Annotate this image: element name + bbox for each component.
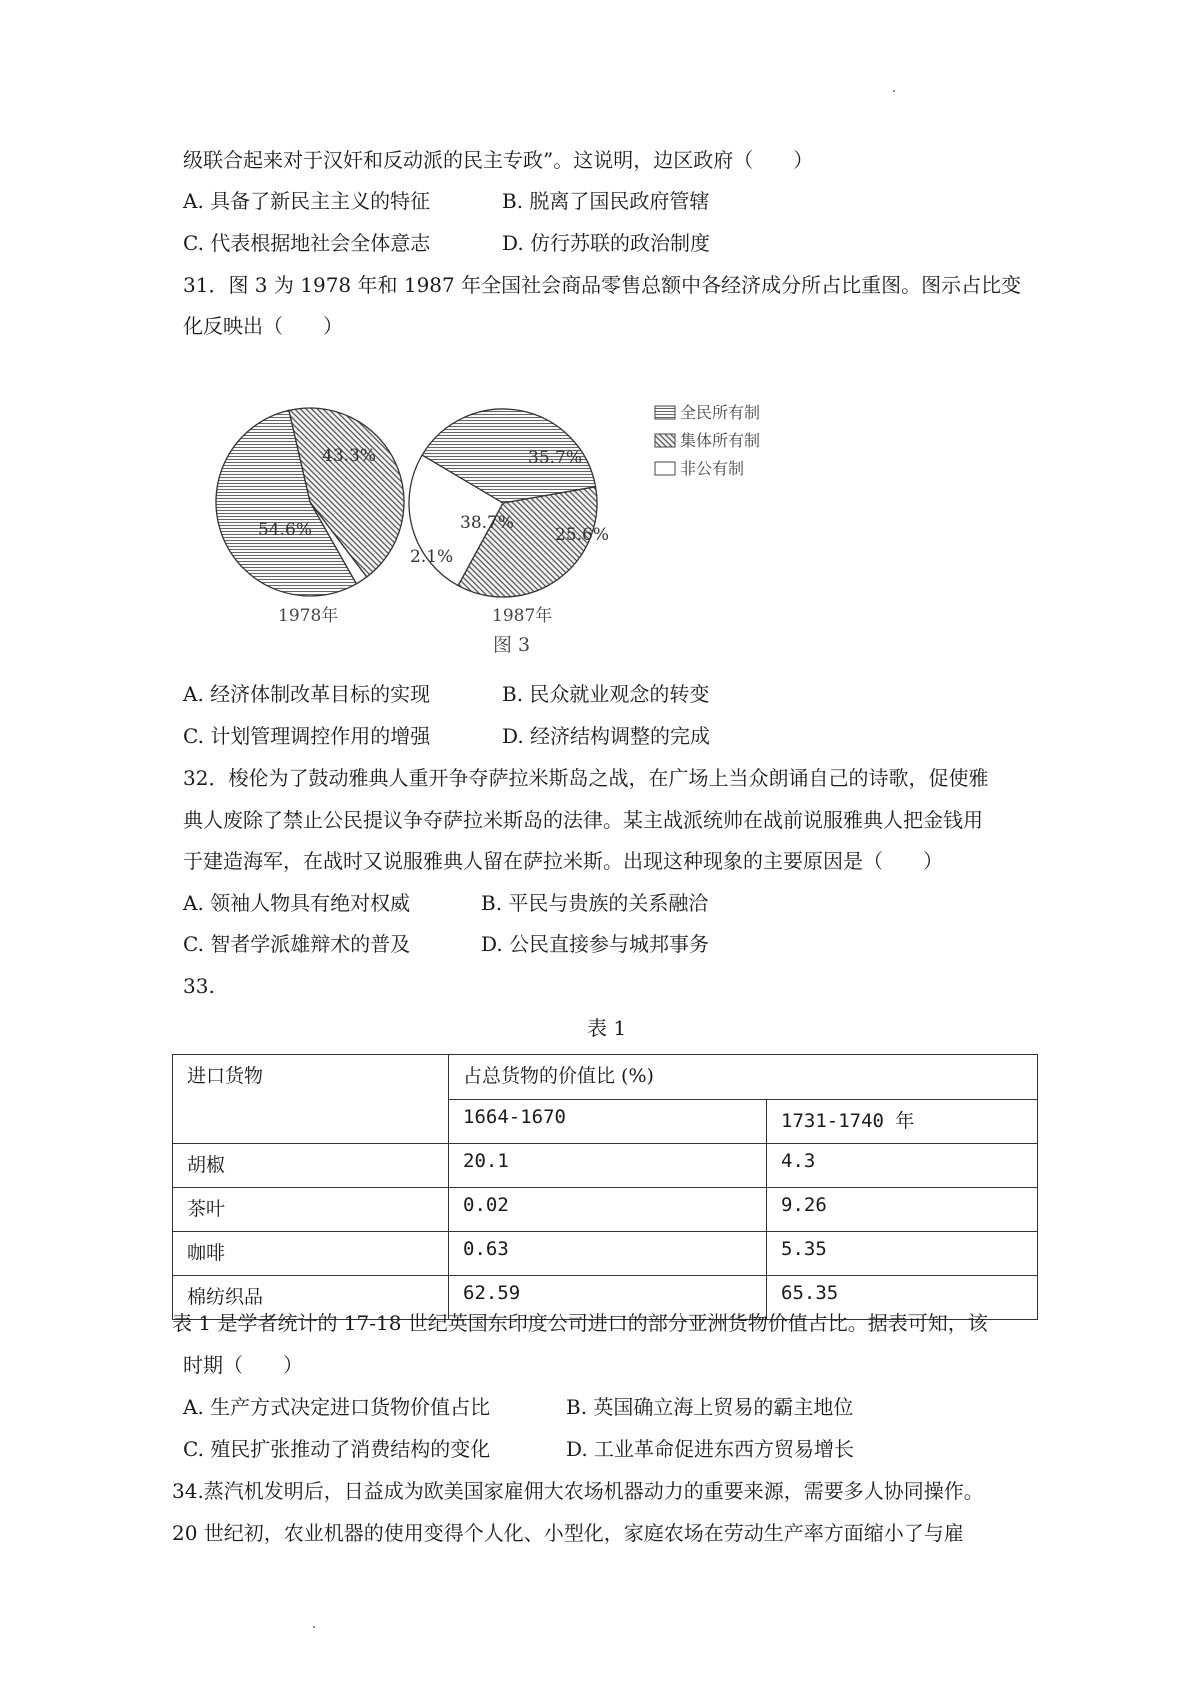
option-letter: C. xyxy=(183,1437,204,1461)
table-row xyxy=(173,1232,1038,1276)
option-text: 计划管理调控作用的增强 xyxy=(210,724,431,748)
q30-stem: 级联合起来对于汉奸和反动派的民主专政”。这说明，边区政府（ ） xyxy=(183,148,814,172)
option-letter: D. xyxy=(481,932,503,956)
option-text: 具备了新民主主义的特征 xyxy=(210,189,431,213)
q33-stem-line2: 时期（ ） xyxy=(183,1353,303,1377)
legend xyxy=(655,403,760,478)
q32-stem-line3: 于建造海军，在战时又说服雅典人留在萨拉米斯。出现这种现象的主要原因是（ ） xyxy=(183,849,943,873)
option-text: 殖民扩张推动了消费结构的变化 xyxy=(210,1437,491,1461)
scan-speck xyxy=(893,90,895,92)
option-letter: D. xyxy=(566,1437,588,1461)
table-row xyxy=(173,1144,1038,1188)
q34-stem-line1: 34.蒸汽机发明后，日益成为欧美国家雇佣大农场机器动力的重要来源，需要多人协同操作。 xyxy=(172,1479,984,1503)
row-item: 胡椒 xyxy=(173,1144,449,1188)
pie-1987-label-collective: 35.7% xyxy=(528,448,583,468)
row-value-2: 5.35 xyxy=(767,1232,1038,1276)
pie-1978-label-state: 54.6% xyxy=(258,520,313,540)
q33-option-d[interactable] xyxy=(566,1435,854,1463)
pie-1987-year: 1987年 xyxy=(492,606,553,626)
option-text: 公民直接参与城邦事务 xyxy=(509,932,710,956)
option-letter: B. xyxy=(481,891,503,915)
q30-option-d[interactable] xyxy=(502,229,710,257)
row-value-1: 62.59 xyxy=(449,1276,767,1320)
q33-stem-line1: 表 1 是学者统计的 17-18 世纪英国东印度公司进口的部分亚洲货物价值占比。据表可知，该 xyxy=(172,1311,988,1335)
legend-label-state: 全民所有制 xyxy=(680,403,761,422)
option-letter: D. xyxy=(502,724,524,748)
q32-stem-line1: 32．梭伦为了鼓动雅典人重开争夺萨拉米斯岛之战，在广场上当众朗诵自己的诗歌，促使雅 xyxy=(183,766,989,790)
q32-option-c[interactable] xyxy=(183,930,410,958)
row-value-2: 65.35 xyxy=(767,1276,1038,1320)
q31-option-a[interactable] xyxy=(183,680,430,708)
q32-stem-line2: 典人废除了禁止公民提议争夺萨拉米斯岛的法律。某主战派统帅在战前说服雅典人把金钱用 xyxy=(183,808,983,832)
option-text: 民众就业观念的转变 xyxy=(529,682,710,706)
q32-option-d[interactable] xyxy=(481,930,709,958)
option-letter: D. xyxy=(502,231,524,255)
q33-option-a[interactable] xyxy=(183,1393,490,1421)
option-letter: B. xyxy=(502,189,524,213)
period-2: 1731-1740 年 xyxy=(767,1099,1038,1144)
row-item: 茶叶 xyxy=(173,1188,449,1232)
option-letter: A. xyxy=(183,891,204,915)
option-letter: A. xyxy=(183,682,204,706)
option-letter: B. xyxy=(566,1395,588,1419)
row-value-2: 9.26 xyxy=(767,1188,1038,1232)
q32-option-a[interactable] xyxy=(183,889,410,917)
row-value-1: 0.02 xyxy=(449,1188,767,1232)
pie-1978-year: 1978年 xyxy=(278,606,339,626)
q30-option-a[interactable] xyxy=(183,187,430,215)
option-letter: A. xyxy=(183,1395,204,1419)
table-title: 表 1 xyxy=(587,1016,627,1040)
q31-option-d[interactable] xyxy=(502,722,710,750)
option-text: 经济结构调整的完成 xyxy=(530,724,711,748)
q33-option-b[interactable] xyxy=(566,1393,853,1421)
pie-1987-label-nonpublic: 25.6% xyxy=(555,525,610,545)
row-item: 棉纺织品 xyxy=(173,1276,449,1320)
period-1: 1664-1670 xyxy=(449,1099,767,1144)
q30-option-b[interactable] xyxy=(502,187,709,215)
q31-option-c[interactable] xyxy=(183,722,430,750)
legend-label-nonpublic: 非公有制 xyxy=(680,459,745,478)
row-value-1: 20.1 xyxy=(449,1144,767,1188)
q33-number: 33. xyxy=(183,974,215,998)
option-letter: B. xyxy=(502,682,524,706)
pie-1978-label-nonpublic: 2.1% xyxy=(410,547,454,567)
row-item: 咖啡 xyxy=(173,1232,449,1276)
option-text: 代表根据地社会全体意志 xyxy=(210,231,431,255)
option-text: 英国确立海上贸易的霸主地位 xyxy=(593,1395,854,1419)
legend-swatch-nonpublic xyxy=(655,462,675,475)
option-letter: A. xyxy=(183,189,204,213)
option-text: 平民与贵族的关系融洽 xyxy=(508,891,709,915)
option-text: 智者学派雄辩术的普及 xyxy=(210,932,411,956)
option-text: 经济体制改革目标的实现 xyxy=(210,682,431,706)
q32-option-b[interactable] xyxy=(481,889,708,917)
q31-stem-line2: 化反映出（ ） xyxy=(183,314,343,338)
option-letter: C. xyxy=(183,724,204,748)
pie-1978-label-collective: 43.3% xyxy=(322,446,377,466)
option-letter: C. xyxy=(183,231,204,255)
pie-figure xyxy=(210,395,810,670)
pie-1987 xyxy=(409,409,597,597)
pie-1987-label-state: 38.7% xyxy=(460,513,515,533)
option-text: 工业革命促进东西方贸易增长 xyxy=(594,1437,855,1461)
legend-label-collective: 集体所有制 xyxy=(680,431,761,450)
option-text: 领袖人物具有绝对权威 xyxy=(210,891,411,915)
option-text: 仿行苏联的政治制度 xyxy=(530,231,711,255)
table-header-row xyxy=(173,1055,1038,1100)
q33-option-c[interactable] xyxy=(183,1435,490,1463)
figure-caption: 图 3 xyxy=(493,634,531,656)
q34-stem-line2: 20 世纪初，农业机器的使用变得个人化、小型化，家庭农场在劳动生产率方面缩小了与雇 xyxy=(172,1521,964,1545)
option-text: 生产方式决定进口货物价值占比 xyxy=(210,1395,491,1419)
row-value-2: 4.3 xyxy=(767,1144,1038,1188)
q31-option-b[interactable] xyxy=(502,680,709,708)
table-row xyxy=(173,1188,1038,1232)
option-letter: C. xyxy=(183,932,204,956)
legend-swatch-state xyxy=(655,406,675,419)
header-goods: 进口货物 xyxy=(173,1055,449,1144)
legend-swatch-collective xyxy=(655,434,675,447)
option-text: 脱离了国民政府管辖 xyxy=(529,189,710,213)
q30-option-c[interactable] xyxy=(183,229,430,257)
scan-speck xyxy=(313,1626,315,1628)
q31-stem-line1: 31．图 3 为 1978 年和 1987 年全国社会商品零售总额中各经济成分所占比重图。图示占比变 xyxy=(183,273,1022,297)
header-value-ratio: 占总货物的价值比 (%) xyxy=(449,1055,1038,1100)
row-value-1: 0.63 xyxy=(449,1232,767,1276)
pie-1978 xyxy=(216,408,404,596)
goods-table xyxy=(172,1054,1038,1320)
